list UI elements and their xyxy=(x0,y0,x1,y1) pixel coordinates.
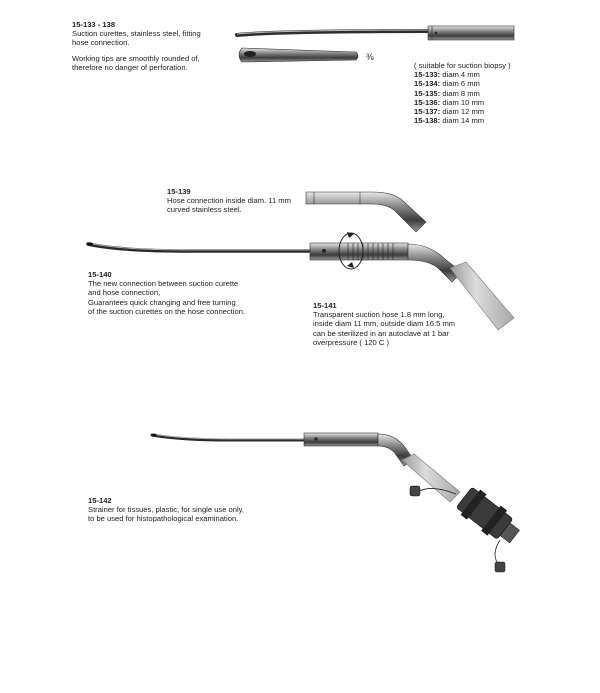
description-line: of the suction curettes on the hose connection. xyxy=(88,306,246,316)
size-item: 15-133: diam 4 mm xyxy=(414,70,480,80)
description-line: Strainer for tissues, plastic, for single use only, xyxy=(88,505,245,515)
size-list-intro: ( suitable for suction biopsy ) xyxy=(414,61,511,70)
description-line: overpressure ( 120 C ) xyxy=(313,337,389,347)
size-item: 15-134: diam 6 mm xyxy=(414,79,480,89)
size-item: 15-138: diam 14 mm xyxy=(414,116,485,126)
description-line: and hose connection, xyxy=(88,288,161,298)
section-code: 15-140 xyxy=(88,270,112,279)
section-15-139 xyxy=(167,187,291,215)
description-line: Transparent suction hose 1.8 mm long, xyxy=(313,310,445,320)
description-line: The new connection between suction curette xyxy=(88,279,239,289)
suction-curette-15-133-illustration xyxy=(237,26,514,40)
section-15-141 xyxy=(313,301,455,347)
description-line: can be sterilized in an autoclave at 1 bar xyxy=(313,328,449,338)
section-15-140 xyxy=(88,270,245,316)
section-code: 15-142 xyxy=(88,496,112,505)
description-line: to be used for histopathological examination. xyxy=(88,514,239,524)
description-line: Guarantees quick changing and free turning xyxy=(88,297,236,307)
size-list xyxy=(414,61,511,125)
section-code: 15-141 xyxy=(313,301,337,310)
size-item: 15-135: diam 8 mm xyxy=(414,88,480,98)
tip-mark-text: ⅜ xyxy=(366,52,374,62)
hose-connection-15-139-illustration xyxy=(306,192,426,232)
size-item: 15-137: diam 12 mm xyxy=(414,107,485,117)
note-line: Working tips are smoothly rounded of, xyxy=(72,53,200,63)
description-line: curved stainless steel. xyxy=(167,205,242,215)
section-15-133-138 xyxy=(72,20,201,72)
description-line: Hose connection inside diam. 11 mm xyxy=(167,196,291,206)
curette-tip-closeup-illustration xyxy=(239,48,358,62)
section-code: 15-139 xyxy=(167,187,191,196)
description-line: Suction curettes, stainless steel, fitting xyxy=(72,29,201,39)
tip-size-mark xyxy=(366,53,374,62)
description-line: hose connection. xyxy=(72,38,130,48)
description-line: inside diam 11 mm, outside diam 16.5 mm xyxy=(313,319,456,329)
size-item: 15-136: diam 10 mm xyxy=(414,97,485,107)
section-15-142 xyxy=(88,496,244,524)
section-code: 15-133 - 138 xyxy=(72,20,116,29)
note-line: therefore no danger of perforation. xyxy=(72,62,188,72)
